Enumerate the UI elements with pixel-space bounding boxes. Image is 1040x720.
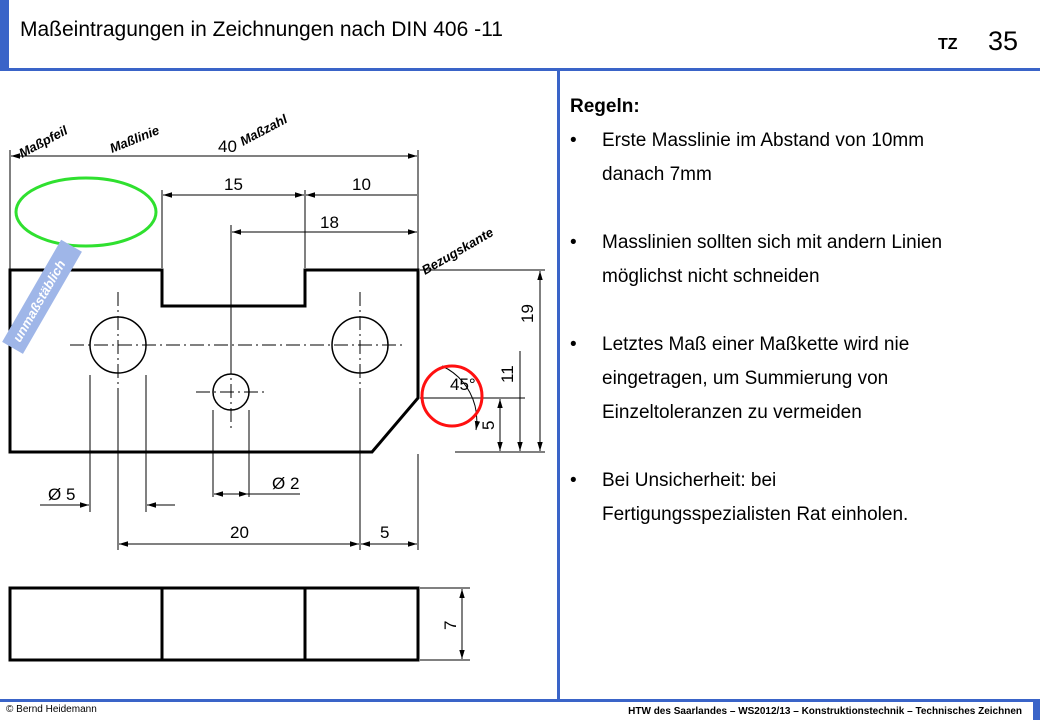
dim-value-10: 10 — [352, 175, 371, 194]
dim-value-18: 18 — [320, 213, 339, 232]
technical-drawing — [0, 72, 550, 670]
dim-value-7: 7 — [441, 620, 460, 630]
page-number: 35 — [988, 26, 1019, 56]
dim-value-20: 20 — [230, 523, 249, 542]
rule-spacer — [570, 192, 1030, 226]
dim-value-dia5: Ø 5 — [48, 485, 76, 504]
bullet-icon: • — [570, 470, 577, 491]
rule-item — [570, 124, 1030, 192]
dim-value-19: 19 — [518, 304, 537, 323]
rules-list — [570, 124, 1030, 532]
footer-divider — [0, 699, 1040, 702]
label-unmasstablich: unmaßstäblich — [9, 257, 69, 345]
footer-copyright: © Bernd Heidemann — [6, 704, 97, 715]
rule-line: Bei Unsicherheit: bei — [602, 470, 777, 491]
rule-line: möglichst nicht schneiden — [602, 266, 820, 287]
highlight-ellipse-green — [16, 178, 156, 246]
dim-value-11: 11 — [498, 365, 517, 383]
rules-heading: Regeln: — [570, 96, 640, 117]
rule-line: Letztes Maß einer Maßkette wird nie — [602, 334, 910, 355]
rule-line: Erste Masslinie im Abstand von 10mm — [602, 130, 925, 151]
accent-bar-right — [1033, 700, 1040, 720]
footer-course: HTW des Saarlandes – WS2012/13 – Konstruktionstechnik – Technisches Zeichnen — [628, 706, 1022, 717]
rules-panel — [570, 90, 1030, 532]
rule-line: danach 7mm — [602, 164, 712, 185]
dim-value-5-vertical: 5 — [479, 420, 498, 430]
label-masszahl: Maßzahl — [237, 111, 290, 149]
column-divider — [557, 70, 560, 700]
rule-line: Einzeltoleranzen zu vermeiden — [602, 402, 862, 423]
side-view-outline — [10, 588, 418, 660]
accent-bar-left — [0, 0, 9, 69]
bullet-icon: • — [570, 130, 577, 151]
rule-line: Masslinien sollten sich mit andern Linien — [602, 232, 943, 253]
dim-value-45-degrees: 45° — [450, 375, 476, 394]
section-label: TZ — [938, 36, 958, 53]
rule-item — [570, 464, 1030, 532]
rule-item — [570, 328, 1030, 430]
dim-value-dia2: Ø 2 — [272, 474, 300, 493]
dim-value-5-horizontal: 5 — [380, 523, 390, 542]
bullet-icon: • — [570, 232, 577, 253]
center-lines — [70, 292, 405, 432]
label-masspfeil: Maßpfeil — [16, 122, 70, 161]
label-bezugskante: Bezugskante — [419, 224, 496, 278]
rule-line: Fertigungsspezialisten Rat einholen. — [602, 504, 909, 525]
rule-spacer — [570, 430, 1030, 464]
header-divider — [0, 68, 1040, 71]
rule-line: eingetragen, um Summierung von — [602, 368, 889, 389]
dim-value-15: 15 — [224, 175, 243, 194]
label-unmasstablich-tag — [2, 240, 82, 354]
slide-title: Maßeintragungen in Zeichnungen nach DIN 406 -11 — [20, 18, 503, 41]
bullet-icon: • — [570, 334, 577, 355]
label-masslinie: Maßlinie — [107, 122, 162, 156]
dim-value-40: 40 — [218, 137, 237, 156]
part-outline — [10, 270, 418, 452]
rule-item — [570, 226, 1030, 294]
extension-lines — [10, 150, 545, 660]
rule-spacer — [570, 294, 1030, 328]
